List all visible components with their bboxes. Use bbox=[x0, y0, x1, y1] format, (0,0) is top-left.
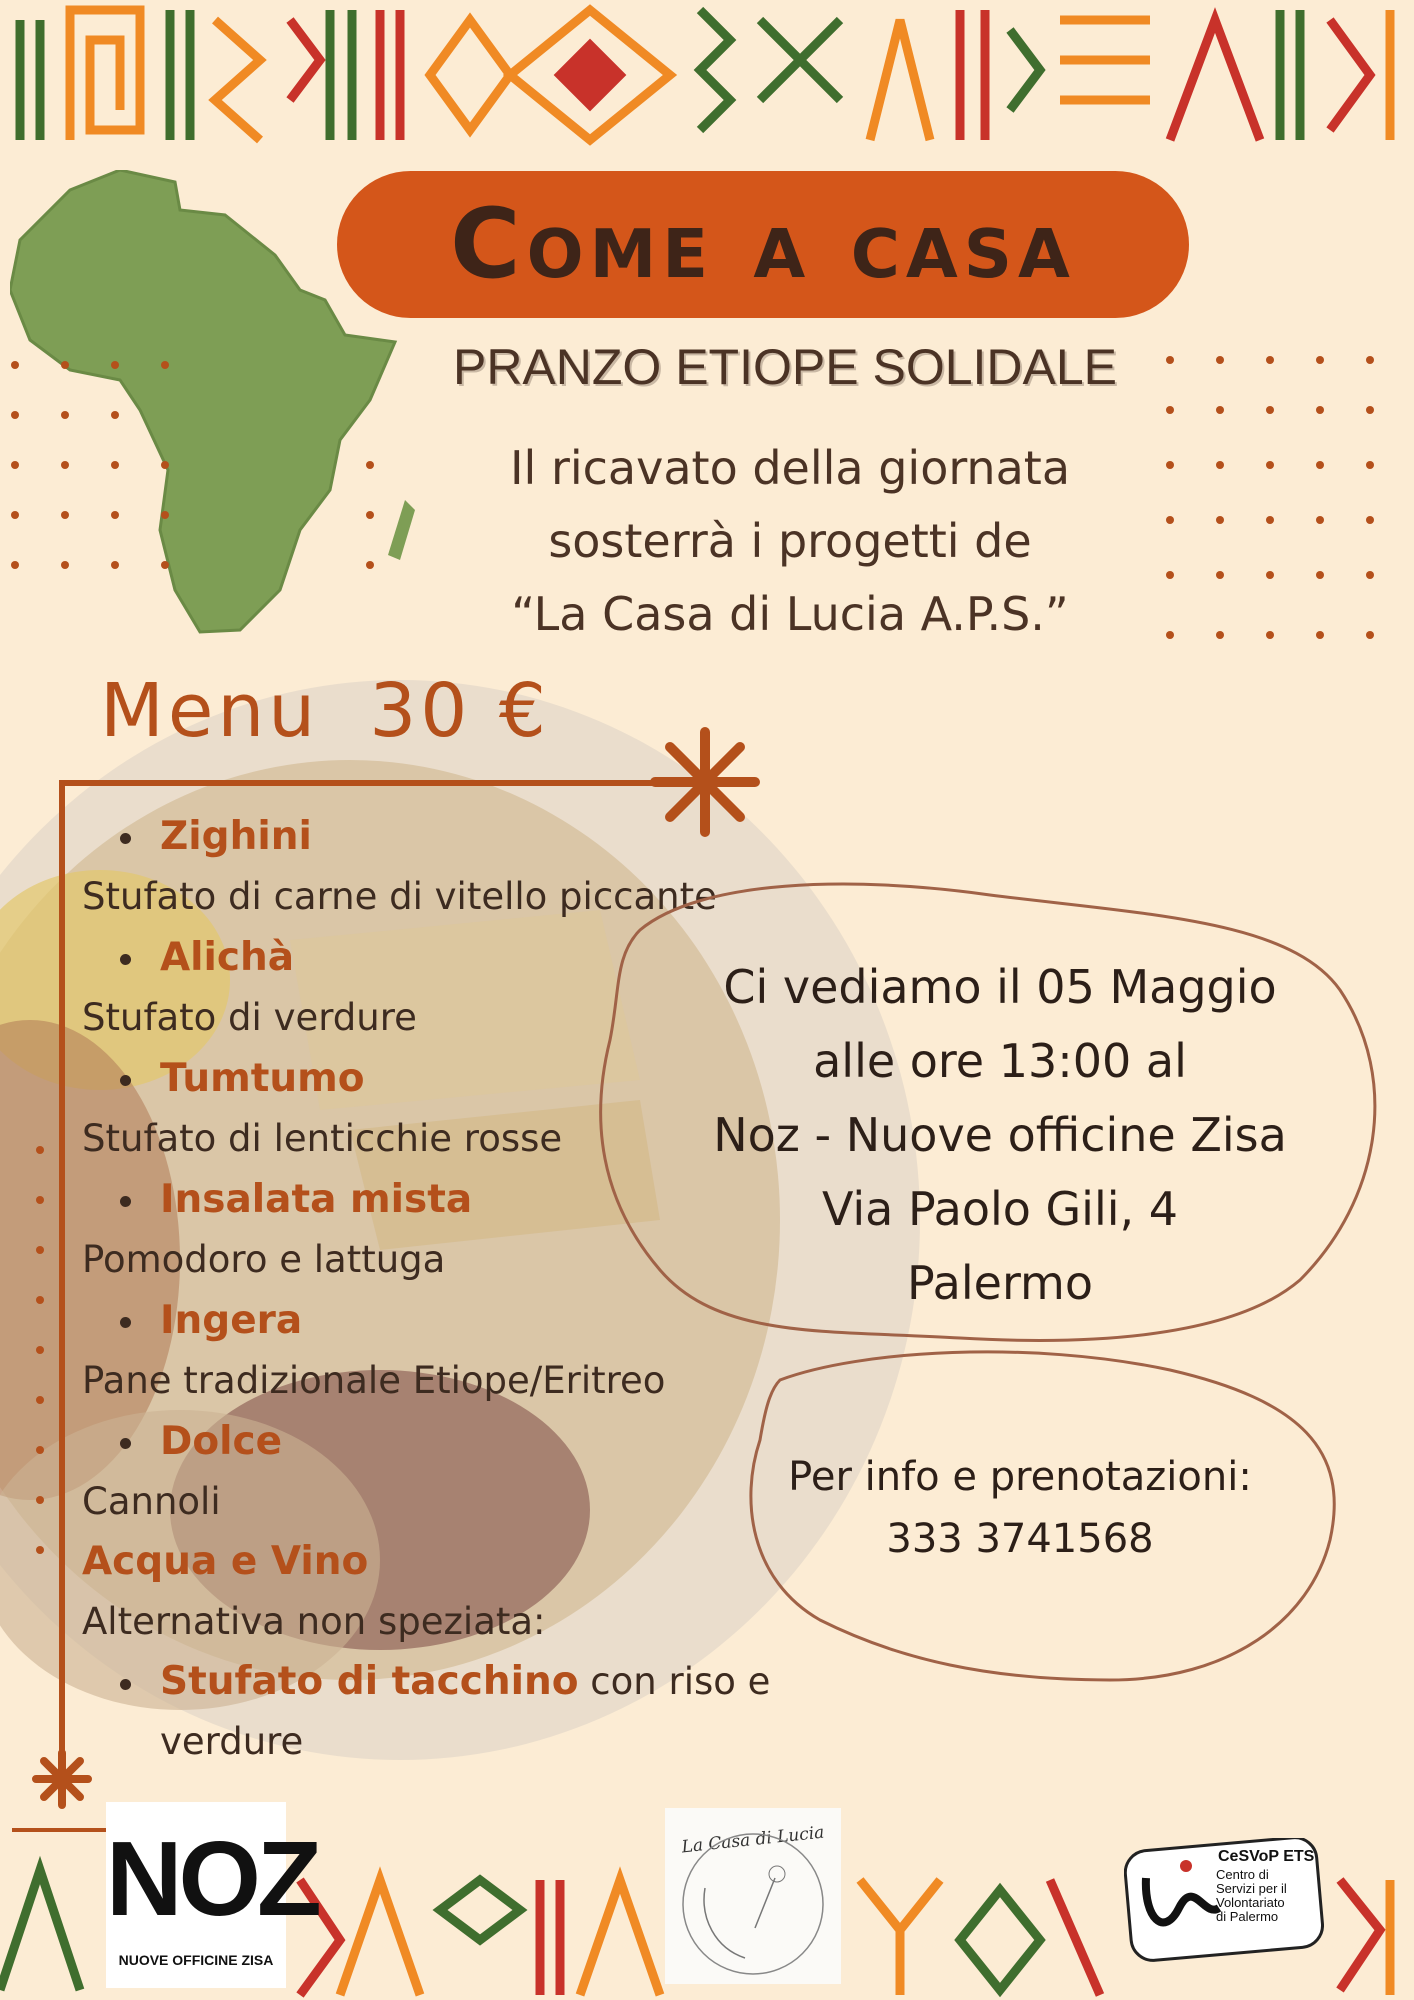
event-subtitle: PRANZO ETIOPE SOLIDALE bbox=[452, 339, 1118, 395]
noz-logo-mark: NOZ bbox=[106, 1820, 318, 1938]
menu-item-description: Pane tradizionale Etiope/Eritreo bbox=[82, 1359, 666, 1402]
intro-line: Il ricavato della giornata bbox=[509, 441, 1071, 495]
cesvop-line: Centro di bbox=[1216, 1867, 1269, 1882]
contact-info bbox=[760, 1446, 1280, 1570]
menu-item-name: Ingera bbox=[82, 1290, 822, 1351]
la-casa-di-lucia-logo bbox=[665, 1808, 841, 1984]
noz-logo bbox=[106, 1802, 318, 1988]
event-detail-line: alle ore 13:00 al bbox=[813, 1034, 1187, 1088]
menu-item-description: Stufato di lenticchie rosse bbox=[82, 1117, 563, 1160]
menu-item-name: Insalata mista bbox=[82, 1169, 822, 1230]
menu-price: 30 € bbox=[369, 668, 550, 754]
event-detail-line: Noz - Nuove officine Zisa bbox=[713, 1108, 1287, 1162]
menu-alternative-rest: con riso e verdure bbox=[160, 1660, 771, 1763]
event-detail-line: Ci vediamo il 05 Maggio bbox=[723, 960, 1277, 1014]
menu-item-description: Stufato di verdure bbox=[82, 996, 417, 1039]
face-dandelion-icon bbox=[665, 1808, 841, 1984]
event-detail-line: Palermo bbox=[907, 1256, 1093, 1310]
menu-item-name: Dolce bbox=[82, 1411, 822, 1472]
page-title: Come a casa bbox=[450, 188, 1076, 300]
menu-alternative-label: Alternativa non speziata: bbox=[82, 1600, 546, 1643]
cesvop-line: Volontariato bbox=[1216, 1895, 1285, 1910]
menu-item-description: Stufato di carne di vitello piccante bbox=[82, 875, 717, 918]
menu-heading-label: Menu bbox=[100, 668, 320, 754]
intro-line: “La Casa di Lucia A.P.S.” bbox=[511, 587, 1069, 641]
menu-drinks: Acqua e Vino bbox=[82, 1539, 369, 1584]
menu-item-description: Cannoli bbox=[82, 1480, 221, 1523]
lucia-logo-name: La Casa di Lucia bbox=[680, 1822, 826, 1858]
cesvop-line: Servizi per il bbox=[1216, 1881, 1287, 1896]
event-details bbox=[650, 950, 1350, 1320]
menu-item-description: Pomodoro e lattuga bbox=[82, 1238, 446, 1281]
menu-item-name: Zighini bbox=[82, 806, 822, 867]
menu-item-name: Alichà bbox=[82, 927, 822, 988]
intro-line: sosterrà i progetti de bbox=[548, 514, 1032, 568]
cesvop-line: di Palermo bbox=[1216, 1909, 1279, 1924]
cesvop-brand: CeSVoP ETS bbox=[1218, 1848, 1315, 1865]
menu-alternative-dish: Stufato di tacchino bbox=[160, 1659, 579, 1704]
noz-logo-subtitle: NUOVE OFFICINE ZISA bbox=[118, 1952, 274, 1968]
event-detail-line: Via Paolo Gili, 4 bbox=[821, 1182, 1179, 1236]
cesvop-description bbox=[1216, 1868, 1316, 1924]
contact-label: Per info e prenotazioni: bbox=[788, 1454, 1252, 1500]
contact-phone[interactable]: 333 3741568 bbox=[886, 1516, 1154, 1562]
menu-item-name: Tumtumo bbox=[82, 1048, 822, 1109]
cesvop-logo bbox=[1124, 1838, 1324, 1962]
